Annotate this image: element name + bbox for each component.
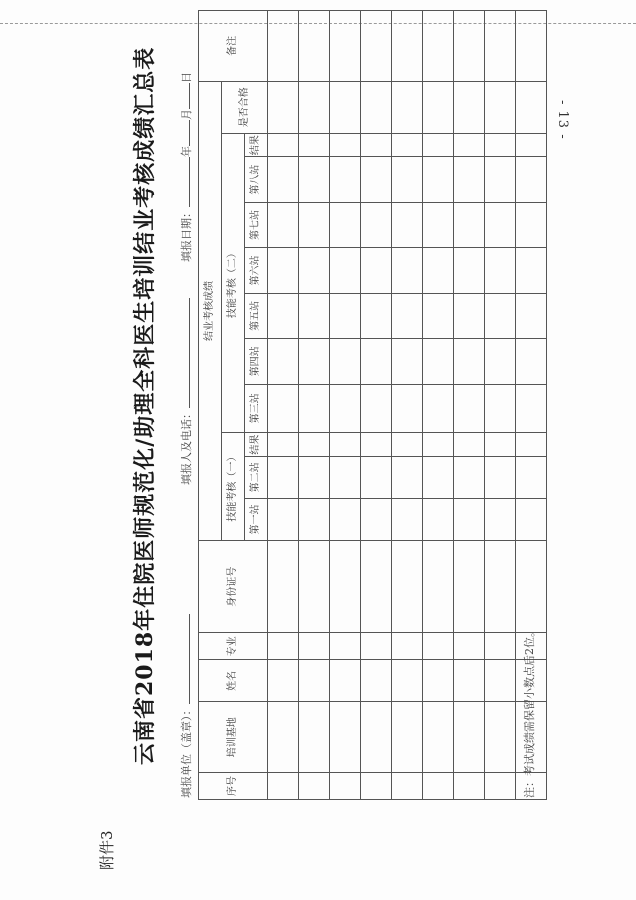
table-cell[interactable] bbox=[268, 81, 299, 133]
table-cell[interactable] bbox=[268, 498, 299, 540]
table-cell[interactable] bbox=[423, 202, 454, 247]
header-station-6: 第六站 bbox=[245, 248, 268, 293]
attachment-label: 附件3 bbox=[98, 830, 116, 870]
unit-label: 填报单位（盖章）： bbox=[180, 704, 193, 798]
table-cell[interactable] bbox=[268, 433, 299, 457]
header-results: 结业考核成绩 bbox=[199, 81, 222, 540]
table-cell[interactable] bbox=[392, 81, 423, 133]
table-row bbox=[299, 11, 330, 800]
header-station-7: 第七站 bbox=[245, 202, 268, 247]
table-cell[interactable] bbox=[268, 133, 299, 157]
table-cell[interactable] bbox=[299, 81, 330, 133]
table-cell[interactable] bbox=[423, 133, 454, 157]
table-cell[interactable] bbox=[330, 202, 361, 247]
table-cell[interactable] bbox=[330, 773, 361, 800]
table-cell[interactable] bbox=[361, 498, 392, 540]
table-cell[interactable] bbox=[516, 81, 547, 133]
table-cell[interactable] bbox=[299, 11, 330, 82]
table-cell[interactable] bbox=[485, 339, 516, 384]
table-cell[interactable] bbox=[330, 293, 361, 338]
table-cell[interactable] bbox=[516, 11, 547, 82]
table-cell[interactable] bbox=[423, 11, 454, 82]
table-cell[interactable] bbox=[361, 157, 392, 202]
header-pass-status: 是否合格 bbox=[222, 81, 268, 133]
table-cell[interactable] bbox=[485, 202, 516, 247]
table-cell[interactable] bbox=[361, 433, 392, 457]
table-cell[interactable] bbox=[392, 133, 423, 157]
table-cell[interactable] bbox=[454, 433, 485, 457]
table-cell[interactable] bbox=[361, 541, 392, 633]
table-row bbox=[330, 11, 361, 800]
table-cell[interactable] bbox=[361, 11, 392, 82]
table-cell[interactable] bbox=[516, 157, 547, 202]
header-id-number: 身份证号 bbox=[199, 541, 268, 633]
table-cell[interactable] bbox=[392, 773, 423, 800]
table-cell[interactable] bbox=[268, 773, 299, 800]
table-cell[interactable] bbox=[485, 133, 516, 157]
table-cell[interactable] bbox=[268, 633, 299, 660]
header-skills-1: 技能考核（一） bbox=[222, 433, 245, 541]
header-row-1 bbox=[199, 11, 222, 800]
header-station-8: 第八站 bbox=[245, 157, 268, 202]
table-cell[interactable] bbox=[392, 456, 423, 498]
table-cell[interactable] bbox=[392, 384, 423, 433]
table-cell[interactable] bbox=[361, 202, 392, 247]
table-row bbox=[268, 11, 299, 800]
table-cell[interactable] bbox=[392, 633, 423, 660]
table-row bbox=[423, 11, 454, 800]
table-cell[interactable] bbox=[454, 456, 485, 498]
table-cell[interactable] bbox=[485, 157, 516, 202]
unit-field bbox=[178, 615, 194, 799]
table-cell[interactable] bbox=[516, 433, 547, 457]
table-cell[interactable] bbox=[268, 339, 299, 384]
day-blank-line bbox=[179, 83, 190, 109]
table-cell[interactable] bbox=[361, 81, 392, 133]
person-label: 填报人及电话： bbox=[180, 408, 193, 485]
table-cell[interactable] bbox=[516, 541, 547, 633]
table-cell[interactable] bbox=[299, 133, 330, 157]
table-cell[interactable] bbox=[299, 384, 330, 433]
date-day: 日 bbox=[180, 72, 193, 83]
table-cell[interactable] bbox=[485, 433, 516, 457]
table-cell[interactable] bbox=[330, 660, 361, 702]
header-result-2: 结果 bbox=[245, 133, 268, 157]
table-cell[interactable] bbox=[299, 202, 330, 247]
table-cell[interactable] bbox=[454, 702, 485, 773]
table-cell[interactable] bbox=[268, 456, 299, 498]
table-row bbox=[361, 11, 392, 800]
table-row bbox=[485, 11, 516, 800]
table-cell[interactable] bbox=[299, 456, 330, 498]
table-cell[interactable] bbox=[516, 456, 547, 498]
table-cell[interactable] bbox=[361, 248, 392, 293]
table-cell[interactable] bbox=[485, 456, 516, 498]
date-field bbox=[178, 72, 194, 262]
table-cell[interactable] bbox=[454, 202, 485, 247]
table-cell[interactable] bbox=[392, 702, 423, 773]
table-cell[interactable] bbox=[423, 81, 454, 133]
table-cell[interactable] bbox=[361, 339, 392, 384]
table-cell[interactable] bbox=[268, 202, 299, 247]
table-cell[interactable] bbox=[485, 81, 516, 133]
table-cell[interactable] bbox=[268, 157, 299, 202]
header-station-3: 第三站 bbox=[245, 384, 268, 433]
table-cell[interactable] bbox=[516, 498, 547, 540]
score-summary-table bbox=[198, 10, 547, 800]
rotated-form bbox=[96, 10, 546, 890]
table-cell[interactable] bbox=[454, 133, 485, 157]
table-cell[interactable] bbox=[299, 541, 330, 633]
person-field bbox=[178, 298, 194, 485]
table-cell[interactable] bbox=[361, 633, 392, 660]
table-cell[interactable] bbox=[330, 133, 361, 157]
table-cell[interactable] bbox=[268, 702, 299, 773]
date-year: 年 bbox=[180, 146, 193, 157]
table-cell[interactable] bbox=[454, 541, 485, 633]
form-title: 云南省2018年住院医师规范化/助理全科医生培训结业考核成绩汇总表 bbox=[132, 46, 158, 765]
table-cell[interactable] bbox=[299, 293, 330, 338]
table-cell[interactable] bbox=[330, 11, 361, 82]
table-cell[interactable] bbox=[423, 541, 454, 633]
table-cell[interactable] bbox=[485, 773, 516, 800]
table-cell[interactable] bbox=[330, 633, 361, 660]
table-cell[interactable] bbox=[299, 248, 330, 293]
table-cell[interactable] bbox=[330, 456, 361, 498]
table-cell[interactable] bbox=[361, 293, 392, 338]
table-cell[interactable] bbox=[330, 384, 361, 433]
table-cell[interactable] bbox=[268, 248, 299, 293]
table-cell[interactable] bbox=[330, 248, 361, 293]
table-cell[interactable] bbox=[330, 498, 361, 540]
table-cell[interactable] bbox=[299, 773, 330, 800]
table-cell[interactable] bbox=[516, 384, 547, 433]
table-cell[interactable] bbox=[392, 339, 423, 384]
score-table-wrap bbox=[198, 10, 547, 800]
table-cell[interactable] bbox=[361, 773, 392, 800]
header-skills-2: 技能考核（二） bbox=[222, 133, 245, 432]
header-remarks: 备注 bbox=[199, 11, 268, 82]
table-cell[interactable] bbox=[423, 293, 454, 338]
table-cell[interactable] bbox=[485, 384, 516, 433]
table-cell[interactable] bbox=[485, 248, 516, 293]
table-cell[interactable] bbox=[454, 498, 485, 540]
table-cell[interactable] bbox=[516, 339, 547, 384]
header-station-1: 第一站 bbox=[245, 498, 268, 540]
table-cell[interactable] bbox=[299, 660, 330, 702]
table-cell[interactable] bbox=[485, 498, 516, 540]
table-cell[interactable] bbox=[392, 660, 423, 702]
header-result-1: 结果 bbox=[245, 433, 268, 457]
table-cell[interactable] bbox=[423, 339, 454, 384]
table-cell[interactable] bbox=[299, 433, 330, 457]
year-blank-line bbox=[179, 157, 190, 207]
table-cell[interactable] bbox=[454, 773, 485, 800]
table-cell[interactable] bbox=[454, 339, 485, 384]
table-cell[interactable] bbox=[330, 433, 361, 457]
table-cell[interactable] bbox=[330, 81, 361, 133]
table-cell[interactable] bbox=[392, 293, 423, 338]
table-cell[interactable] bbox=[361, 660, 392, 702]
table-cell[interactable] bbox=[485, 11, 516, 82]
table-cell[interactable] bbox=[423, 456, 454, 498]
table-cell[interactable] bbox=[299, 339, 330, 384]
table-cell[interactable] bbox=[392, 11, 423, 82]
table-cell[interactable] bbox=[361, 384, 392, 433]
data-rows bbox=[268, 11, 547, 800]
table-cell[interactable] bbox=[485, 541, 516, 633]
table-cell[interactable] bbox=[423, 384, 454, 433]
table-cell[interactable] bbox=[454, 157, 485, 202]
table-row bbox=[454, 11, 485, 800]
table-cell[interactable] bbox=[299, 633, 330, 660]
header-base: 培训基地 bbox=[199, 702, 268, 773]
table-cell[interactable] bbox=[268, 11, 299, 82]
table-cell[interactable] bbox=[516, 202, 547, 247]
table-cell[interactable] bbox=[516, 133, 547, 157]
table-cell[interactable] bbox=[485, 633, 516, 660]
table-cell[interactable] bbox=[423, 773, 454, 800]
table-cell[interactable] bbox=[268, 660, 299, 702]
table-cell[interactable] bbox=[485, 293, 516, 338]
table-cell[interactable] bbox=[454, 248, 485, 293]
table-cell[interactable] bbox=[485, 660, 516, 702]
table-cell[interactable] bbox=[423, 157, 454, 202]
table-cell[interactable] bbox=[454, 384, 485, 433]
table-cell[interactable] bbox=[299, 702, 330, 773]
table-cell[interactable] bbox=[392, 248, 423, 293]
table-cell[interactable] bbox=[392, 541, 423, 633]
table-cell[interactable] bbox=[268, 293, 299, 338]
footnote: 注：考试成绩需保留小数点后2位。 bbox=[523, 626, 536, 798]
table-cell[interactable] bbox=[299, 498, 330, 540]
table-cell[interactable] bbox=[423, 433, 454, 457]
table-cell[interactable] bbox=[268, 541, 299, 633]
table-cell[interactable] bbox=[516, 293, 547, 338]
month-blank-line bbox=[179, 120, 190, 146]
table-cell[interactable] bbox=[330, 702, 361, 773]
table-cell[interactable] bbox=[454, 293, 485, 338]
person-blank-line bbox=[179, 298, 190, 408]
table-cell[interactable] bbox=[423, 702, 454, 773]
table-cell[interactable] bbox=[516, 248, 547, 293]
header-station-4: 第四站 bbox=[245, 339, 268, 384]
table-cell[interactable] bbox=[330, 541, 361, 633]
date-month: 月 bbox=[180, 109, 193, 120]
header-name: 姓名 bbox=[199, 660, 268, 702]
table-cell[interactable] bbox=[361, 456, 392, 498]
header-station-2: 第二站 bbox=[245, 456, 268, 498]
header-station-5: 第五站 bbox=[245, 293, 268, 338]
table-cell[interactable] bbox=[423, 248, 454, 293]
table-cell[interactable] bbox=[361, 702, 392, 773]
page-number: - 13 - bbox=[555, 100, 570, 140]
table-cell[interactable] bbox=[392, 202, 423, 247]
table-cell[interactable] bbox=[361, 133, 392, 157]
table-cell[interactable] bbox=[392, 498, 423, 540]
unit-blank-line bbox=[179, 615, 190, 705]
table-cell[interactable] bbox=[423, 498, 454, 540]
table-cell[interactable] bbox=[330, 339, 361, 384]
table-cell[interactable] bbox=[485, 702, 516, 773]
date-label: 填报日期： bbox=[180, 207, 193, 262]
table-cell[interactable] bbox=[392, 433, 423, 457]
table-cell[interactable] bbox=[423, 660, 454, 702]
header-serial: 序号 bbox=[199, 773, 268, 800]
header-specialty: 专业 bbox=[199, 633, 268, 660]
table-cell[interactable] bbox=[268, 384, 299, 433]
table-cell[interactable] bbox=[330, 157, 361, 202]
table-row bbox=[392, 11, 423, 800]
table-cell[interactable] bbox=[392, 157, 423, 202]
table-cell[interactable] bbox=[423, 633, 454, 660]
table-cell[interactable] bbox=[299, 157, 330, 202]
table-cell[interactable] bbox=[454, 81, 485, 133]
table-cell[interactable] bbox=[454, 633, 485, 660]
table-cell[interactable] bbox=[454, 660, 485, 702]
table-cell[interactable] bbox=[454, 11, 485, 82]
